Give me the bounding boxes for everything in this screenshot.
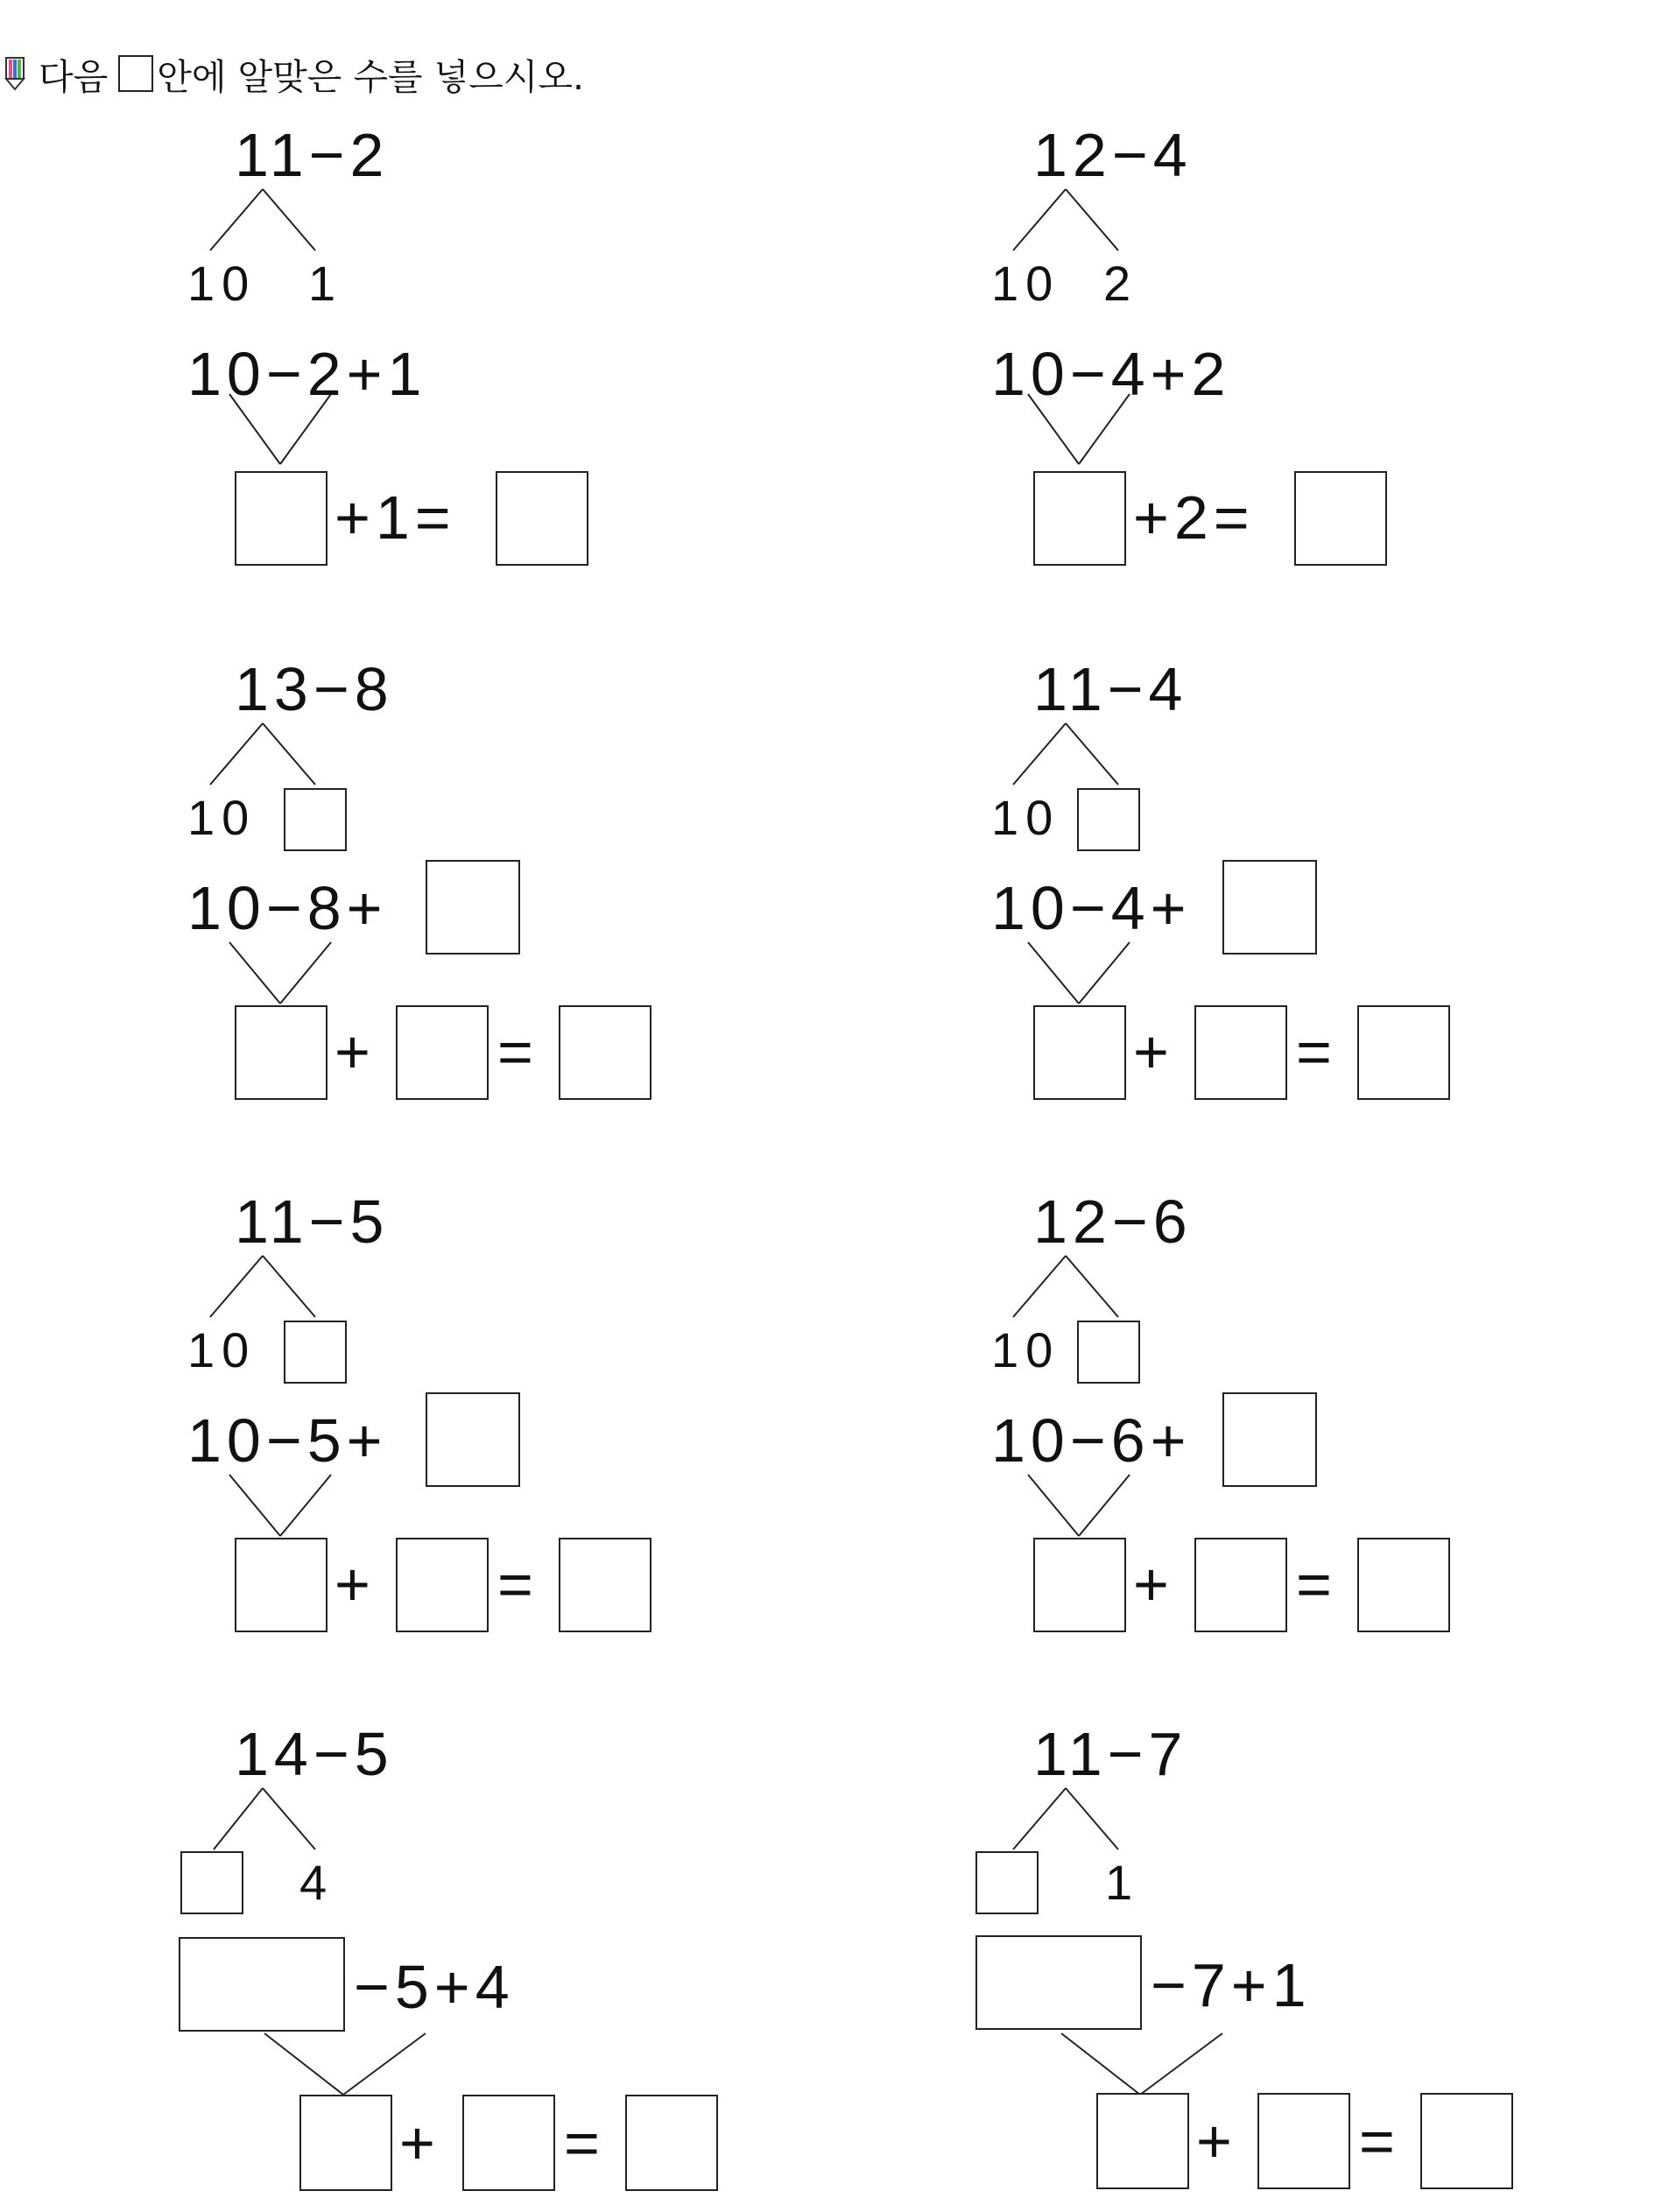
problem-7 [0,1599,788,2177]
equals-sign: = [497,1018,539,1086]
step-expression: −5+4 [354,1953,515,2021]
instruction-text-after: 안에 알맞은 수를 넣으시오. [157,55,585,98]
problem-1 [0,0,788,552]
decomposition-lines [0,1067,788,1680]
problem-expression: 11−2 [235,121,390,189]
split-left: 10 [991,790,1060,845]
answer-box[interactable] [284,788,347,851]
plus-sign: + [1196,2107,1237,2175]
equals-sign: = [1296,1018,1337,1086]
answer-box[interactable] [180,1851,243,1914]
split-left: 10 [187,1322,257,1377]
decomposition-lines [797,534,1585,1147]
problem-3 [0,534,788,1086]
decomposition-lines [797,1067,1585,1680]
step-expression: 10−2+1 [187,340,427,408]
answer-box[interactable] [426,1392,520,1487]
answer-box[interactable] [625,2095,718,2191]
result-operator: +1= [335,483,456,552]
step-expression: 10−8+ [187,874,388,942]
answer-box[interactable] [1077,1321,1140,1384]
plus-sign: + [1133,1550,1174,1618]
problem-expression: 11−4 [1033,655,1188,723]
answer-box[interactable] [284,1321,347,1384]
problem-expression: 12−4 [1033,121,1193,189]
plus-sign: + [335,1018,376,1086]
plus-sign: + [335,1550,376,1618]
problem-expression: 11−7 [1033,1720,1188,1788]
problem-5 [0,1067,788,1618]
answer-box[interactable] [1222,1392,1317,1487]
problem-2 [797,0,1585,552]
problem-expression: 11−5 [235,1187,390,1256]
answer-box[interactable] [975,1851,1039,1914]
answer-box[interactable] [1222,860,1317,955]
answer-box[interactable] [1096,2093,1189,2189]
problem-expression: 14−5 [235,1720,394,1788]
answer-box[interactable] [1257,2093,1350,2189]
problem-4 [797,534,1585,1086]
split-right: 4 [299,1855,335,1910]
result-operator: +2= [1133,483,1255,552]
decomposition-lines [0,534,788,1147]
answer-box[interactable] [179,1937,345,2032]
answer-box[interactable] [299,2095,392,2191]
answer-box[interactable] [1077,788,1140,851]
split-left: 10 [991,1322,1060,1377]
split-left: 10 [187,256,257,311]
step-expression: 10−4+2 [991,340,1231,408]
split-left: 10 [991,256,1060,311]
split-right: 2 [1103,256,1138,311]
equals-sign: = [1296,1550,1337,1618]
problem-8 [797,1599,1585,2175]
step-expression: −7+1 [1151,1951,1312,2019]
split-right: 1 [308,256,343,311]
step-expression: 10−6+ [991,1406,1192,1475]
equals-sign: = [497,1550,539,1618]
plus-sign: + [399,2109,440,2177]
problem-6 [797,1067,1585,1618]
problem-expression: 12−6 [1033,1187,1193,1256]
plus-sign: + [1133,1018,1174,1086]
answer-box[interactable] [975,1935,1142,2030]
instruction-text-before: 다음 [39,55,109,98]
split-right: 1 [1105,1855,1140,1910]
answer-box[interactable] [426,860,520,955]
answer-box[interactable] [1420,2093,1513,2189]
equals-sign: = [1359,2107,1400,2175]
step-expression: 10−4+ [991,874,1192,942]
problem-expression: 13−8 [235,655,394,723]
equals-sign: = [564,2109,605,2177]
answer-box[interactable] [462,2095,555,2191]
step-expression: 10−5+ [187,1406,388,1475]
split-left: 10 [187,790,257,845]
